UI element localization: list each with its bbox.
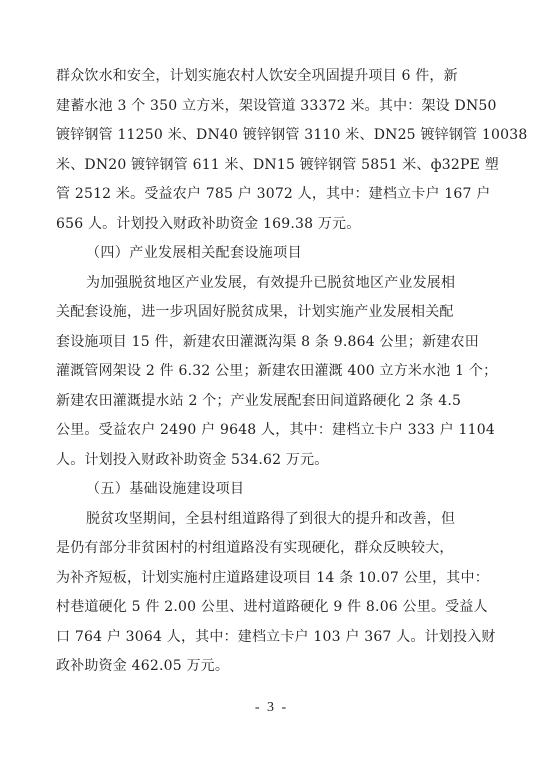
document-body bbox=[56, 62, 528, 682]
paragraph-first-line: 为加强脱贫地区产业发展，有效提升已脱贫地区产业发展相 bbox=[86, 274, 456, 291]
page-number: - 3 - bbox=[254, 700, 289, 715]
body-line: 套设施项目 15 件，新建农田灌溉沟渠 8 条 9.864 公里；新建农田 bbox=[56, 333, 479, 350]
body-line: 管 2512 米。受益农户 785 户 3072 人，其中：建档立卡户 167 户 bbox=[56, 186, 491, 202]
section-heading-5: （五）基础设施建设项目 bbox=[86, 481, 245, 497]
body-line: 政补助资金 462.05 万元。 bbox=[56, 658, 230, 674]
body-line: 人。计划投入财政补助资金 534.62 万元。 bbox=[56, 451, 329, 468]
body-line: 公里。受益农户 2490 户 9648 人，其中：建档立卡户 333 户 1104 bbox=[56, 422, 495, 438]
section-heading-4: （四）产业发展相关配套设施项目 bbox=[86, 245, 302, 261]
body-line: 米、DN20 镀锌钢管 611 米、DN15 镀锌钢管 5851 米、ф32PE 塑 bbox=[56, 156, 499, 173]
body-line: 建蓄水池 3 个 350 立方米，架设管道 33372 米。其中：架设 DN50 bbox=[56, 97, 497, 114]
body-line: 灌溉管网架设 2 件 6.32 公里；新建农田灌溉 400 立方米水池 1 个； bbox=[56, 363, 498, 379]
body-line: 656 人。计划投入财政补助资金 169.38 万元。 bbox=[56, 215, 361, 232]
body-line: 是仍有部分非贫困村的村组道路没有实现硬化，群众反映较大， bbox=[56, 540, 454, 556]
body-line: 群众饮水和安全，计划实施农村人饮安全巩固提升项目 6 件，新 bbox=[56, 68, 458, 84]
body-line: 镀锌钢管 11250 米、DN40 镀锌钢管 3110 米、DN25 镀锌钢管 10038 bbox=[56, 127, 528, 143]
body-line: 新建农田灌溉提水站 2 个；产业发展配套田间道路硬化 2 条 4.5 bbox=[56, 392, 462, 409]
body-line: 村巷道硬化 5 件 2.00 公里、进村道路硬化 9 件 8.06 公里。受益人 bbox=[56, 599, 488, 615]
paragraph-first-line: 脱贫攻坚期间，全县村组道路得了到很大的提升和改善，但 bbox=[86, 510, 456, 527]
body-line: 口 764 户 3064 人，其中：建档立卡户 103 户 367 人。计划投入财 bbox=[56, 628, 496, 645]
body-line: 为补齐短板，计划实施村庄道路建设项目 14 条 10.07 公里，其中： bbox=[56, 569, 489, 586]
body-line: 关配套设施，进一步巩固好脱贫成果，计划实施产业发展相关配 bbox=[56, 304, 454, 320]
